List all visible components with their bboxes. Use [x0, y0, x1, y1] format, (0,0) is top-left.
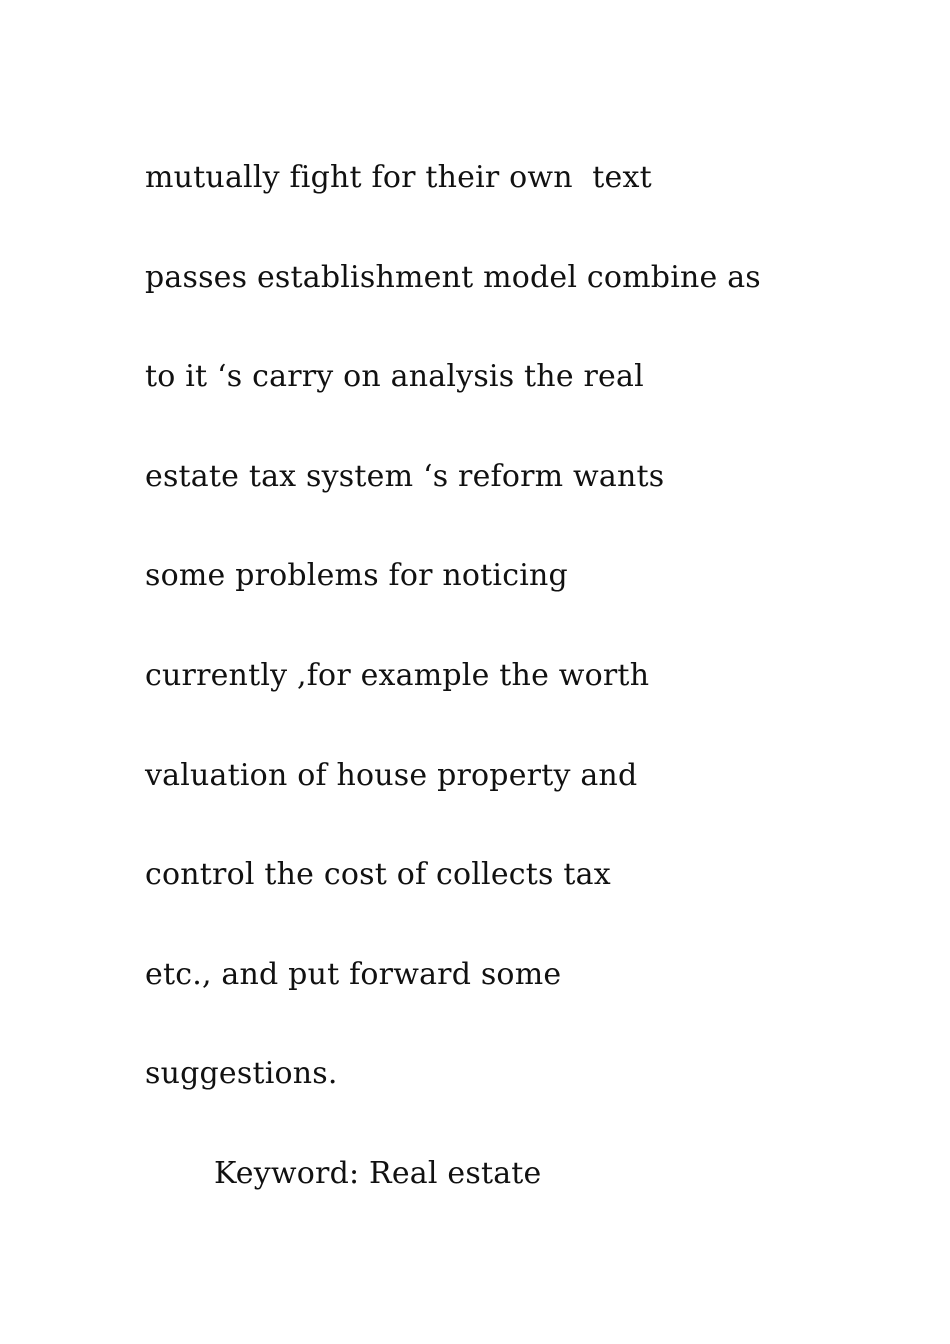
text-line-1: mutually fight for their own text: [145, 160, 652, 195]
text-line-9: etc., and put forward some: [145, 956, 562, 992]
text-line-2: passes establishment model combine as: [145, 259, 761, 295]
text-line-6: currently ,for example the worth: [145, 657, 650, 693]
keyword-line: Keyword: Real estate: [214, 1155, 542, 1191]
text-line-4: estate tax system ‘s reform wants: [145, 458, 665, 494]
abstract-text: [145, 128, 865, 1224]
text-line-7: valuation of house property and: [145, 757, 638, 793]
text-line-3: to it ‘s carry on analysis the real: [145, 359, 644, 395]
text-line-8: control the cost of collects tax: [145, 857, 611, 893]
text-line-5: some problems for noticing: [145, 558, 568, 594]
text-line-10: suggestions.: [145, 1056, 338, 1092]
